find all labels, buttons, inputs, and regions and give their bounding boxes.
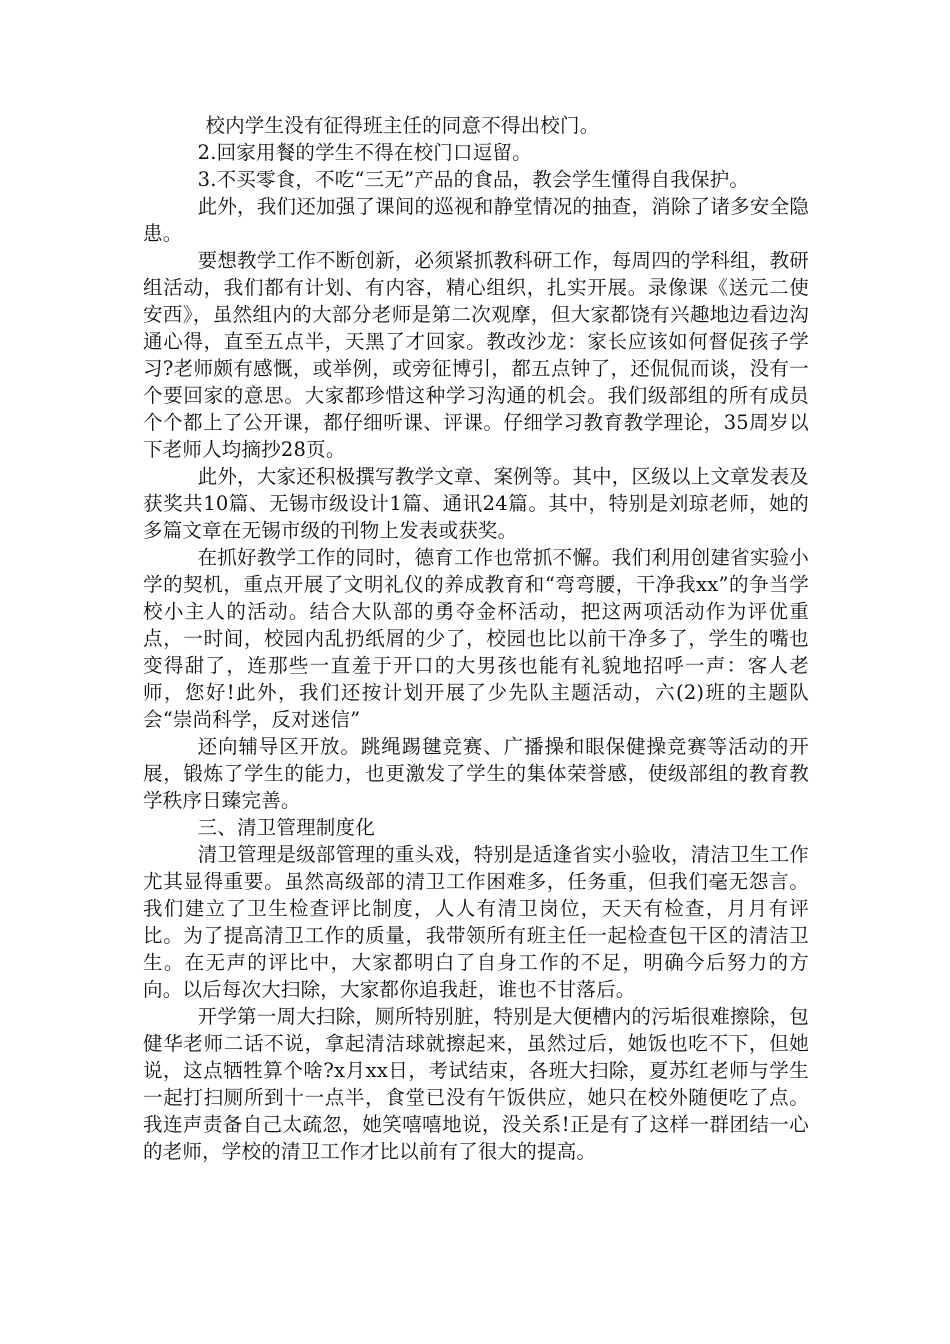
paragraph-inspection: 此外，我们还加强了课间的巡视和静堂情况的抽查，消除了诸多安全隐患。 bbox=[143, 195, 809, 245]
paragraph-cleaning-week: 开学第一周大扫除，厕所特别脏，特别是大便槽内的污垢很难擦除，包健华老师二话不说，拿起清洁球就擦起来，虽然过后，她饭也吃不下，但她说，这点牺牲算个啥?x月xx日，考试结束，各班大扫除，夏苏红老师与学生一起打扫厕所到十一点半，食堂已没有午饭供应，她只在校外随便吃了点。我连声责备自己太疏忽，她笑嘻嘻地说，没关系!正是有了这样一群团结一心的老师，学校的清卫工作才比以前有了很大的提高。 bbox=[143, 1005, 809, 1163]
paragraph-hygiene-management: 清卫管理是级部管理的重头戏，特别是适逢省实小验收，清洁卫生工作尤其显得重要。虽然高级部的清卫工作困难多，任务重，但我们毫无怨言。我们建立了卫生检查评比制度，人人有清卫岗位，天天有检查，月月有评比。为了提高清卫工作的质量，我带领所有班主任一起检查包干区的清洁卫生。在无声的评比中，大家都明白了自身工作的不足，明确今后努力的方向。以后每次大扫除，大家都你追我赶，谁也不甘落后。 bbox=[143, 843, 809, 1001]
paragraph-lunch-rule: 2.回家用餐的学生不得在校门口逗留。 bbox=[197, 141, 532, 164]
paragraph-articles: 此外，大家还积极撰写教学文章、案例等。其中，区级以上文章发表及获奖共10篇、无锡市级设计1篇、通讯24篇。其中，特别是刘琼老师，她的多篇文章在无锡市级的刊物上发表或获奖。 bbox=[143, 465, 809, 542]
paragraph-moral-education: 在抓好教学工作的同时，德育工作也常抓不懈。我们利用创建省实验小学的契机，重点开展了文明礼仪的养成教育和“弯弯腰，干净我xx”的争当学校小主人的活动。结合大队部的勇夺金杯活动，把这两项活动作为评优重点，一时间，校园内乱扔纸屑的少了，校园也比以前干净多了，学生的嘴也变得甜了，连那些一直羞于开口的大男孩也能有礼貌地招呼一声：客人老师，您好!此外，我们还按计划开展了少先队主题活动，六(2)班的主题队会“崇尚科学，反对迷信” bbox=[143, 546, 809, 731]
paragraph-teaching-research: 要想教学工作不断创新，必须紧抓教科研工作，每周四的学科组，教研组活动，我们都有计划、有内容，精心组织，扎实开展。录像课《送元二使安西》，虽然组内的大部分老师是第二次观摩，但大家都饶有兴趣地边看边沟通心得，直至五点半，天黑了才回家。教改沙龙：家长应该如何督促孩子学习?老师颇有感慨，或举例，或旁征博引，都五点钟了，还侃侃而谈，没有一个要回家的意思。大家都珍惜这种学习沟通的机会。我们级部组的所有成员个个都上了公开课，都仔细听课、评课。仔细学习教育教学理论，35周岁以下老师人均摘抄28页。 bbox=[143, 249, 809, 461]
paragraph-open-activities: 还向辅导区开放。跳绳踢毽竞赛、广播操和眼保健操竞赛等活动的开展，锻炼了学生的能力，也更激发了学生的集体荣誉感，使级部组的教育教学秩序日臻完善。 bbox=[143, 735, 809, 812]
section-heading-hygiene: 三、清卫管理制度化 bbox=[197, 816, 375, 839]
paragraph-school-gate: 校内学生没有征得班主任的同意不得出校门。 bbox=[205, 114, 600, 137]
document-body bbox=[143, 112, 809, 1165]
paragraph-snack-rule: 3.不买零食，不吃“三无”产品的食品，教会学生懂得自我保护。 bbox=[197, 168, 750, 191]
